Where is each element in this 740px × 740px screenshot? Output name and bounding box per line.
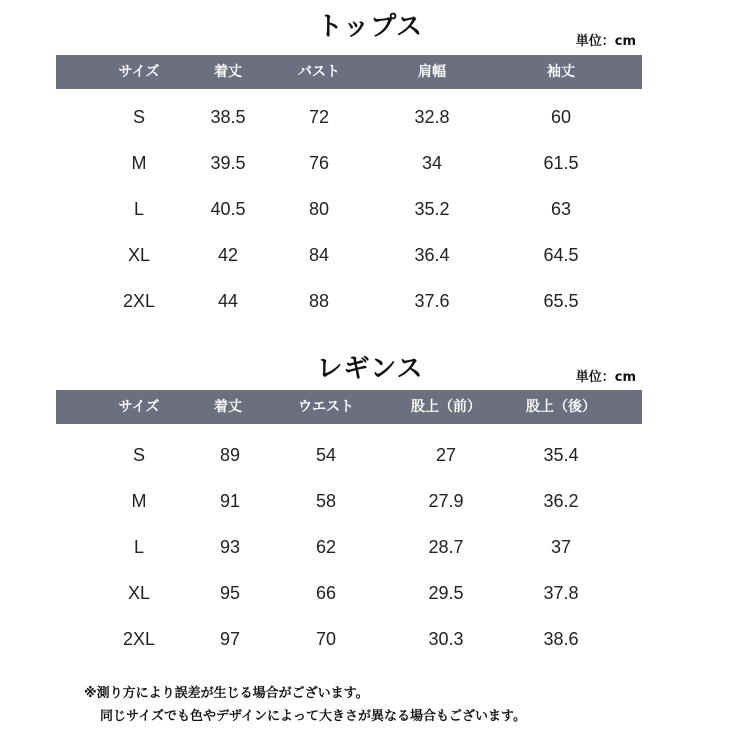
table-cell: 32.8 [414, 107, 450, 127]
table-cell: 63 [550, 199, 572, 219]
size-cell: L [133, 537, 145, 557]
note-measurement-error: ※測り方により誤差が生じる場合がございます。 [84, 686, 369, 701]
table-row [56, 440, 642, 470]
table-cell: 66 [315, 583, 337, 603]
table-cell: 76 [308, 153, 330, 173]
tops-header-shoulder: 肩幅 [418, 64, 446, 80]
leggings-header-rise-front: 股上（前） [411, 399, 481, 415]
note-size-variation: 同じサイズでも色やデザインによって大きさが異なる場合もございます。 [100, 709, 527, 724]
size-cell: XL [127, 583, 151, 603]
table-cell: 28.7 [428, 537, 464, 557]
table-cell: 97 [219, 629, 241, 649]
table-row [56, 578, 642, 608]
table-cell: 35.4 [543, 445, 579, 465]
table-cell: 36.4 [414, 245, 450, 265]
table-cell: 91 [219, 491, 241, 511]
leggings-title: レギンス [316, 354, 424, 384]
table-row [56, 148, 642, 178]
leggings-header-waist: ウエスト [298, 399, 354, 415]
table-cell: 36.2 [543, 491, 579, 511]
table-cell: 65.5 [543, 291, 579, 311]
tops-header-row [56, 55, 642, 89]
table-cell: 64.5 [543, 245, 579, 265]
table-cell: 70 [315, 629, 337, 649]
size-cell: 2XL [122, 291, 156, 311]
table-cell: 84 [308, 245, 330, 265]
table-cell: 38.6 [543, 629, 579, 649]
table-cell: 72 [308, 107, 330, 127]
tops-title: トップス [316, 12, 424, 42]
leggings-unit-label: 単位：cm [575, 370, 636, 385]
table-cell: 42 [217, 245, 239, 265]
table-cell: 54 [315, 445, 337, 465]
size-cell: M [131, 491, 147, 511]
leggings-header-length: 着丈 [214, 399, 242, 415]
table-cell: 34 [421, 153, 443, 173]
table-row [56, 240, 642, 270]
table-cell: 44 [217, 291, 239, 311]
table-cell: 29.5 [428, 583, 464, 603]
size-cell: S [132, 445, 146, 465]
table-cell: 89 [219, 445, 241, 465]
table-cell: 40.5 [210, 199, 246, 219]
table-cell: 37.6 [414, 291, 450, 311]
table-row [56, 486, 642, 516]
table-row [56, 624, 642, 654]
tops-unit-label: 単位：cm [575, 34, 636, 49]
leggings-header-row [56, 390, 642, 424]
table-cell: 35.2 [414, 199, 450, 219]
table-cell: 93 [219, 537, 241, 557]
tops-header-length: 着丈 [214, 64, 242, 80]
leggings-header-size: サイズ [118, 399, 160, 415]
table-cell: 88 [308, 291, 330, 311]
table-row [56, 102, 642, 132]
size-cell: L [133, 199, 145, 219]
table-cell: 38.5 [210, 107, 246, 127]
size-cell: 2XL [122, 629, 156, 649]
table-cell: 60 [550, 107, 572, 127]
table-cell: 30.3 [428, 629, 464, 649]
table-row [56, 286, 642, 316]
table-cell: 37 [550, 537, 572, 557]
size-cell: M [131, 153, 147, 173]
table-cell: 39.5 [210, 153, 246, 173]
table-cell: 27 [435, 445, 457, 465]
tops-header-sleeve: 袖丈 [547, 64, 575, 80]
tops-header-bust: バスト [298, 64, 340, 80]
tops-header-size: サイズ [118, 64, 160, 80]
leggings-header-rise-back: 股上（後） [526, 399, 596, 415]
size-cell: S [132, 107, 146, 127]
table-cell: 58 [315, 491, 337, 511]
table-cell: 62 [315, 537, 337, 557]
table-cell: 27.9 [428, 491, 464, 511]
table-cell: 61.5 [543, 153, 579, 173]
table-cell: 95 [219, 583, 241, 603]
table-row [56, 532, 642, 562]
table-row [56, 194, 642, 224]
table-cell: 37.8 [543, 583, 579, 603]
size-cell: XL [127, 245, 151, 265]
table-cell: 80 [308, 199, 330, 219]
